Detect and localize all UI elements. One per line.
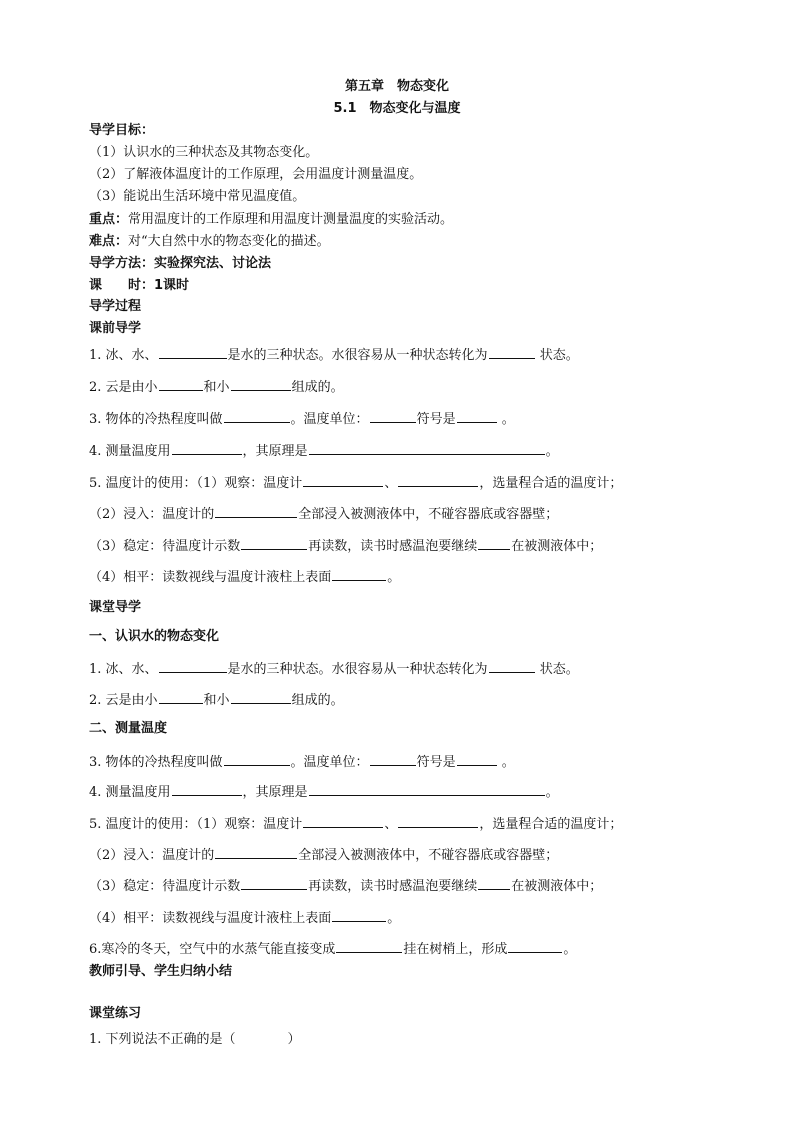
- question-5-step-4: （4）相平：读数视线与温度计液柱上表面 。: [89, 570, 401, 585]
- answer-blank[interactable]: [508, 940, 562, 953]
- method: 导学方法：实验探究法、讨论法: [89, 256, 272, 271]
- question-4: 4. 测量温度用 ，其原理是 。: [89, 785, 559, 800]
- period: 课 时：1课时: [89, 278, 190, 293]
- answer-blank[interactable]: [398, 474, 478, 487]
- summary-heading: 教师引导、学生归纳小结: [89, 964, 233, 979]
- part-1-heading: 一、认识水的物态变化: [89, 629, 220, 644]
- answer-blank[interactable]: [224, 753, 290, 766]
- chapter-title: 第五章 物态变化: [344, 79, 449, 94]
- section-title: 5.1 物态变化与温度: [333, 101, 461, 116]
- question-5-step-2: （2）浸入：温度计的 全部浸入被测液体中，不碰容器底或容器壁；: [89, 507, 559, 522]
- objective-item: （3）能说出生活环境中常见温度值。: [89, 189, 306, 204]
- objective-item: （1）认识水的三种状态及其物态变化。: [89, 145, 319, 160]
- answer-blank[interactable]: [370, 753, 416, 766]
- answer-blank[interactable]: [332, 568, 386, 581]
- in-class-heading: 课堂导学: [89, 600, 142, 615]
- question-1: 1. 冰、水、 是水的三种状态。水很容易从一种状态转化为 状态。: [89, 348, 579, 363]
- question-5: 5. 温度计的使用：（1）观察：温度计 、 ，选量程合适的温度计；: [89, 817, 623, 832]
- answer-blank[interactable]: [309, 442, 545, 455]
- practice-heading: 课堂练习: [89, 1006, 142, 1021]
- question-2: 2. 云是由小 和小 组成的。: [89, 693, 344, 708]
- answer-blank[interactable]: [159, 691, 203, 704]
- answer-blank[interactable]: [398, 815, 478, 828]
- key-point: 重点：常用温度计的工作原理和用温度计测量温度的实验活动。: [89, 212, 454, 227]
- process-heading: 导学过程: [89, 299, 142, 314]
- answer-blank[interactable]: [172, 442, 242, 455]
- answer-blank[interactable]: [478, 877, 510, 890]
- question-6: 6.寒冷的冬天，空气中的水蒸气能直接变成 挂在树梢上，形成 。: [89, 942, 577, 957]
- answer-blank[interactable]: [303, 815, 383, 828]
- answer-blank[interactable]: [172, 783, 242, 796]
- question-5-step-4: （4）相平：读数视线与温度计液柱上表面 。: [89, 911, 401, 926]
- answer-blank[interactable]: [159, 378, 203, 391]
- answer-blank[interactable]: [457, 410, 497, 423]
- answer-blank[interactable]: [489, 660, 535, 673]
- question-5-step-3: （3）稳定：待温度计示数 再读数，读书时感温泡要继续 在被测液体中；: [89, 539, 603, 554]
- question-5-step-3: （3）稳定：待温度计示数 再读数，读书时感温泡要继续 在被测液体中；: [89, 879, 603, 894]
- part-2-heading: 二、测量温度: [89, 721, 168, 736]
- answer-blank[interactable]: [489, 346, 535, 359]
- answer-blank[interactable]: [241, 877, 307, 890]
- answer-blank[interactable]: [159, 346, 227, 359]
- answer-blank[interactable]: [159, 660, 227, 673]
- answer-blank[interactable]: [336, 940, 402, 953]
- answer-blank[interactable]: [457, 753, 497, 766]
- answer-blank[interactable]: [215, 505, 297, 518]
- answer-blank[interactable]: [478, 537, 510, 550]
- question-5-step-2: （2）浸入：温度计的 全部浸入被测液体中，不碰容器底或容器壁；: [89, 848, 559, 863]
- answer-blank[interactable]: [231, 378, 291, 391]
- answer-blank[interactable]: [231, 691, 291, 704]
- question-5: 5. 温度计的使用：（1）观察：温度计 、 ，选量程合适的温度计；: [89, 476, 623, 491]
- difficulty: 难点：对“大自然中水的物态变化的描述。: [89, 234, 330, 249]
- answer-blank[interactable]: [303, 474, 383, 487]
- answer-blank[interactable]: [370, 410, 416, 423]
- answer-blank[interactable]: [309, 783, 545, 796]
- question-3: 3. 物体的冷热程度叫做 。温度单位： 符号是 。: [89, 755, 515, 770]
- question-1: 1. 冰、水、 是水的三种状态。水很容易从一种状态转化为 状态。: [89, 662, 579, 677]
- practice-question-1: 1. 下列说法不正确的是（ ）: [89, 1032, 301, 1047]
- pre-class-heading: 课前导学: [89, 321, 142, 336]
- answer-blank[interactable]: [215, 846, 297, 859]
- question-4: 4. 测量温度用 ，其原理是 。: [89, 444, 559, 459]
- question-3: 3. 物体的冷热程度叫做 。温度单位： 符号是 。: [89, 412, 515, 427]
- answer-blank[interactable]: [332, 909, 386, 922]
- answer-blank[interactable]: [224, 410, 290, 423]
- objectives-label: 导学目标：: [89, 123, 155, 138]
- answer-blank[interactable]: [241, 537, 307, 550]
- question-2: 2. 云是由小 和小 组成的。: [89, 380, 344, 395]
- objective-item: （2）了解液体温度计的工作原理，会用温度计测量温度。: [89, 167, 423, 182]
